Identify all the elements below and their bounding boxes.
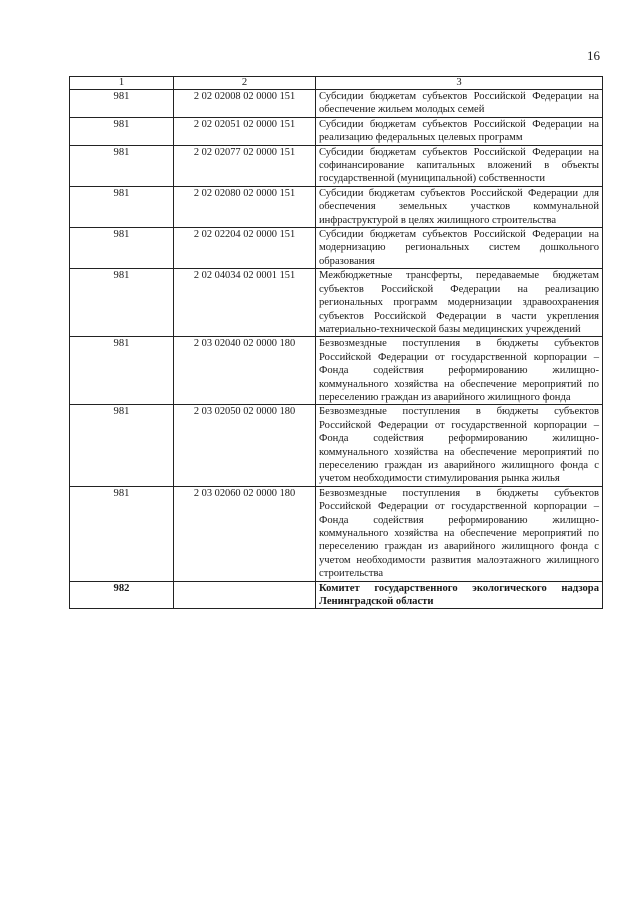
admin-code-cell: 982: [70, 581, 174, 609]
budget-code-cell: 2 03 02050 02 0000 180: [174, 405, 316, 486]
admin-code-cell: 981: [70, 117, 174, 145]
header-col-2: 2: [174, 77, 316, 90]
admin-code-cell: 981: [70, 486, 174, 581]
admin-code-cell: 981: [70, 405, 174, 486]
table-row: [70, 186, 603, 227]
budget-code-cell: 2 03 02060 02 0000 180: [174, 486, 316, 581]
table-header-row: [70, 77, 603, 90]
budget-code-cell: 2 02 02008 02 0000 151: [174, 90, 316, 118]
table-row: [70, 90, 603, 118]
budget-code-cell: 2 03 02040 02 0000 180: [174, 337, 316, 405]
revenue-name-cell: Безвозмездные поступления в бюджеты субъектов Российской Федерации от государственной корпорации – Фонда содействия реформированию жилищно-коммунального хозяйства на обеспечение мероприятий по переселению граждан из аварийного жилищного фонда с учетом необходимости развития малоэтажного жилищного строительства: [316, 486, 603, 581]
admin-code-cell: 981: [70, 145, 174, 186]
revenue-name-cell: Субсидии бюджетам субъектов Российской Федерации на реализацию федеральных целевых программ: [316, 117, 603, 145]
admin-code-cell: 981: [70, 269, 174, 337]
table-row: [70, 228, 603, 269]
budget-code-cell: [174, 581, 316, 609]
table-row: [70, 581, 603, 609]
revenue-name-cell: Комитет государственного экологического надзора Ленинградской области: [316, 581, 603, 609]
page-number: 16: [587, 48, 600, 63]
table-row: [70, 145, 603, 186]
header-col-1: 1: [70, 77, 174, 90]
budget-code-cell: 2 02 02051 02 0000 151: [174, 117, 316, 145]
admin-code-cell: 981: [70, 228, 174, 269]
revenue-name-cell: Субсидии бюджетам субъектов Российской Федерации на софинансирование капитальных вложений в объекты государственной (муниципальной) собственности: [316, 145, 603, 186]
revenue-name-cell: Безвозмездные поступления в бюджеты субъектов Российской Федерации от государственной корпорации – Фонда содействия реформированию жилищно-коммунального хозяйства на обеспечение мероприятий по переселению граждан из аварийного жилищного фонда: [316, 337, 603, 405]
revenue-name-cell: Субсидии бюджетам субъектов Российской Федерации на модернизацию региональных систем дошкольного образования: [316, 228, 603, 269]
revenue-name-cell: Субсидии бюджетам субъектов Российской Федерации на обеспечение жильем молодых семей: [316, 90, 603, 118]
header-col-3: 3: [316, 77, 603, 90]
budget-revenue-table: [69, 76, 603, 609]
revenue-name-cell: Безвозмездные поступления в бюджеты субъектов Российской Федерации от государственной корпорации – Фонда содействия реформированию жилищно-коммунального хозяйства на обеспечение мероприятий по переселению граждан из аварийного жилищного фонда с учетом необходимости стимулирования рынка жилья: [316, 405, 603, 486]
revenue-name-cell: Субсидии бюджетам субъектов Российской Федерации для обеспечения земельных участков коммунальной инфраструктурой в целях жилищного строительства: [316, 186, 603, 227]
table-row: [70, 405, 603, 486]
budget-code-cell: 2 02 02077 02 0000 151: [174, 145, 316, 186]
table-row: [70, 337, 603, 405]
table-row: [70, 117, 603, 145]
admin-code-cell: 981: [70, 90, 174, 118]
admin-code-cell: 981: [70, 186, 174, 227]
table-row: [70, 269, 603, 337]
budget-code-cell: 2 02 02204 02 0000 151: [174, 228, 316, 269]
revenue-name-cell: Межбюджетные трансферты, передаваемые бюджетам субъектов Российской Федерации на реализацию региональных программ модернизации здравоохранения субъектов Российской Федерации в части укрепления материально-технической базы медицинских учреждений: [316, 269, 603, 337]
budget-code-cell: 2 02 04034 02 0001 151: [174, 269, 316, 337]
budget-code-cell: 2 02 02080 02 0000 151: [174, 186, 316, 227]
admin-code-cell: 981: [70, 337, 174, 405]
table-row: [70, 486, 603, 581]
